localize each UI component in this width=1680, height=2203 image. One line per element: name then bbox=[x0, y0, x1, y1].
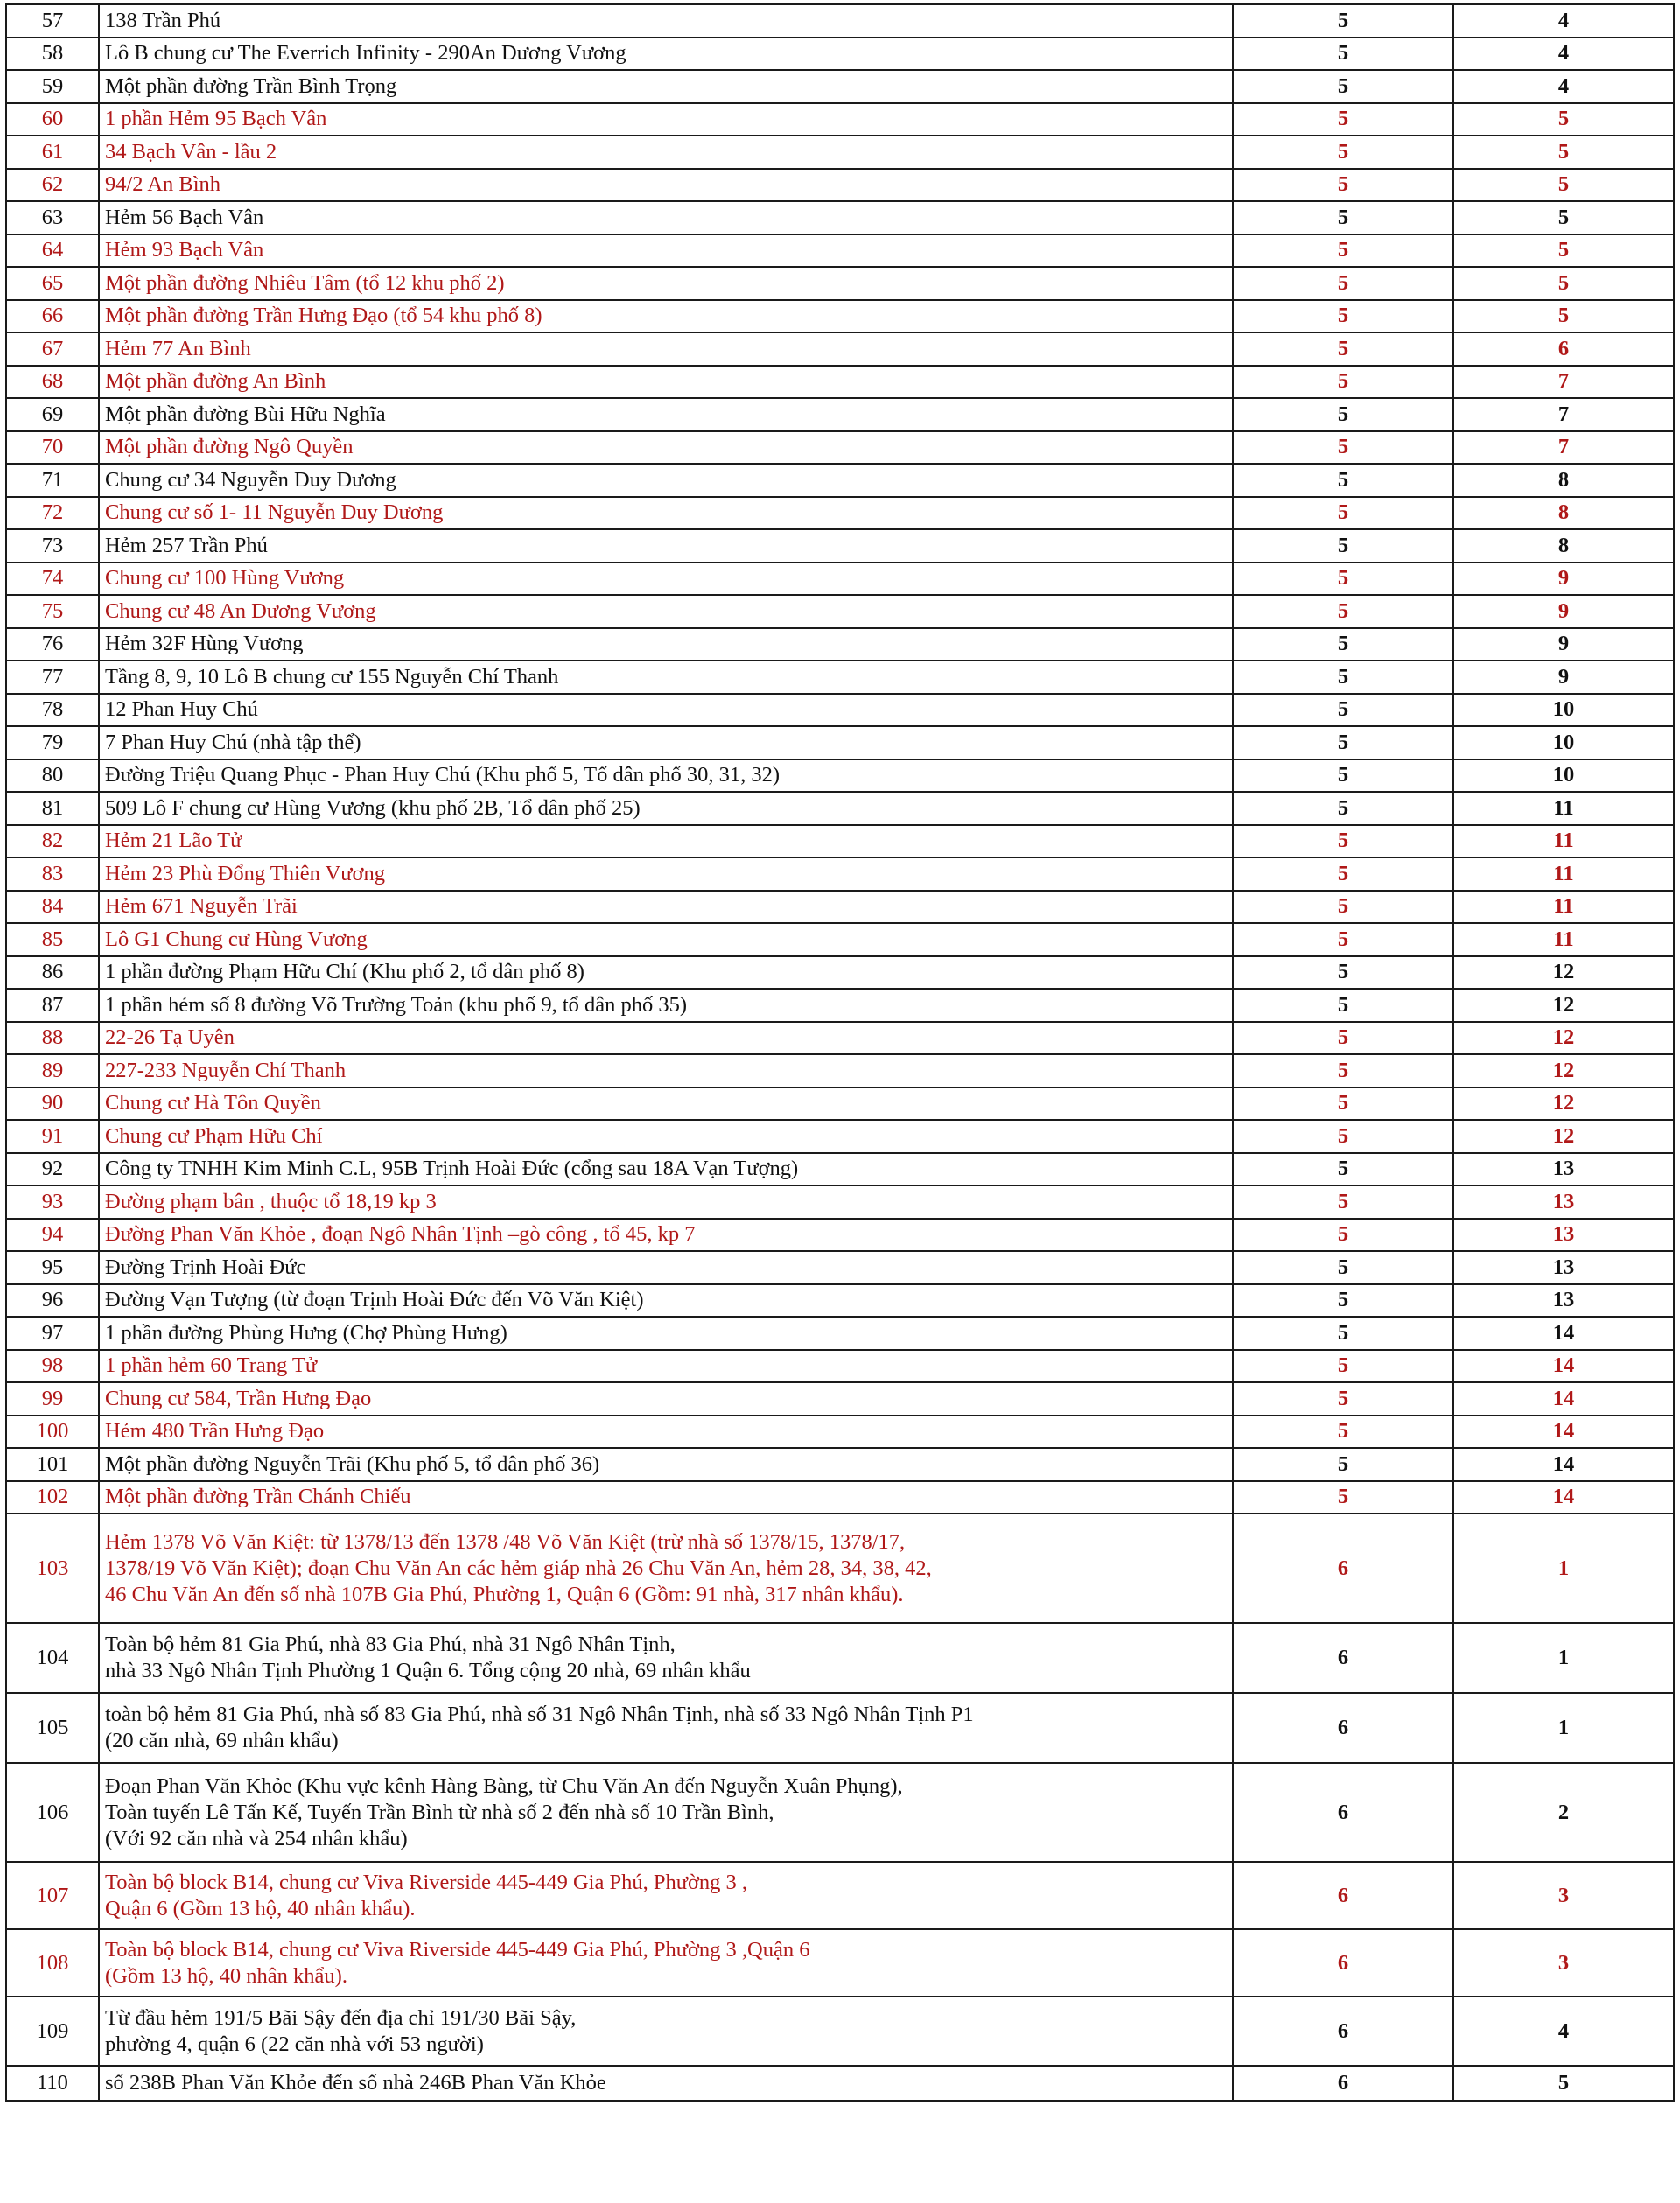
ward-cell: 5 bbox=[1453, 234, 1674, 268]
address-cell: Chung cư Phạm Hữu Chí bbox=[99, 1120, 1233, 1153]
district-cell: 5 bbox=[1233, 366, 1453, 399]
row-number: 109 bbox=[6, 1997, 99, 2066]
ward-cell: 4 bbox=[1453, 1997, 1674, 2066]
district-cell: 5 bbox=[1233, 759, 1453, 793]
table-row bbox=[6, 1862, 1674, 1929]
district-cell: 5 bbox=[1233, 792, 1453, 825]
ward-cell: 3 bbox=[1453, 1929, 1674, 1997]
district-cell: 5 bbox=[1233, 1284, 1453, 1318]
table-row bbox=[6, 366, 1674, 399]
row-number: 96 bbox=[6, 1284, 99, 1318]
district-cell: 6 bbox=[1233, 2066, 1453, 2101]
address-cell: Hẻm 77 An Bình bbox=[99, 332, 1233, 366]
address-cell: Công ty TNHH Kim Minh C.L, 95B Trịnh Hoài Đức (cổng sau 18A Vạn Tượng) bbox=[99, 1153, 1233, 1186]
table-row bbox=[6, 398, 1674, 431]
row-number: 57 bbox=[6, 4, 99, 38]
row-number: 83 bbox=[6, 857, 99, 891]
table-row bbox=[6, 1251, 1674, 1284]
ward-cell: 8 bbox=[1453, 497, 1674, 530]
table-row bbox=[6, 628, 1674, 661]
table-row bbox=[6, 1022, 1674, 1055]
table-row bbox=[6, 1416, 1674, 1449]
row-number: 74 bbox=[6, 563, 99, 596]
district-cell: 5 bbox=[1233, 1022, 1453, 1055]
ward-cell: 13 bbox=[1453, 1185, 1674, 1219]
row-number: 95 bbox=[6, 1251, 99, 1284]
address-cell: 22-26 Tạ Uyên bbox=[99, 1022, 1233, 1055]
address-cell: Một phần đường Nguyễn Trãi (Khu phố 5, tổ dân phố 36) bbox=[99, 1448, 1233, 1481]
ward-cell: 14 bbox=[1453, 1416, 1674, 1449]
district-cell: 5 bbox=[1233, 1219, 1453, 1252]
address-cell: Hẻm 257 Trần Phú bbox=[99, 529, 1233, 563]
ward-cell: 13 bbox=[1453, 1284, 1674, 1318]
address-cell: Một phần đường Trần Bình Trọng bbox=[99, 70, 1233, 103]
table-row bbox=[6, 1382, 1674, 1416]
district-cell: 5 bbox=[1233, 857, 1453, 891]
row-number: 69 bbox=[6, 398, 99, 431]
row-number: 73 bbox=[6, 529, 99, 563]
table-row bbox=[6, 267, 1674, 300]
district-cell: 5 bbox=[1233, 1448, 1453, 1481]
row-number: 104 bbox=[6, 1623, 99, 1693]
ward-cell: 7 bbox=[1453, 366, 1674, 399]
ward-cell: 12 bbox=[1453, 1022, 1674, 1055]
table-row bbox=[6, 759, 1674, 793]
ward-cell: 13 bbox=[1453, 1153, 1674, 1186]
address-cell: Đường Triệu Quang Phục - Phan Huy Chú (Khu phố 5, Tổ dân phố 30, 31, 32) bbox=[99, 759, 1233, 793]
ward-cell: 14 bbox=[1453, 1350, 1674, 1383]
address-cell: 7 Phan Huy Chú (nhà tập thể) bbox=[99, 726, 1233, 759]
table-row bbox=[6, 1219, 1674, 1252]
district-cell: 6 bbox=[1233, 1623, 1453, 1693]
ward-cell: 5 bbox=[1453, 2066, 1674, 2101]
row-number: 101 bbox=[6, 1448, 99, 1481]
district-cell: 5 bbox=[1233, 4, 1453, 38]
address-cell: Lô G1 Chung cư Hùng Vương bbox=[99, 923, 1233, 956]
row-number: 87 bbox=[6, 989, 99, 1022]
row-number: 62 bbox=[6, 169, 99, 202]
table-row bbox=[6, 891, 1674, 924]
district-cell: 5 bbox=[1233, 1120, 1453, 1153]
address-cell: 1 phần Hẻm 95 Bạch Vân bbox=[99, 103, 1233, 136]
address-cell: Đường Trịnh Hoài Đức bbox=[99, 1251, 1233, 1284]
table-row bbox=[6, 1350, 1674, 1383]
district-cell: 5 bbox=[1233, 563, 1453, 596]
district-cell: 5 bbox=[1233, 726, 1453, 759]
ward-cell: 1 bbox=[1453, 1623, 1674, 1693]
district-cell: 5 bbox=[1233, 956, 1453, 990]
district-cell: 5 bbox=[1233, 1088, 1453, 1121]
district-cell: 5 bbox=[1233, 694, 1453, 727]
table-row bbox=[6, 1929, 1674, 1997]
table-row bbox=[6, 136, 1674, 169]
row-number: 66 bbox=[6, 300, 99, 333]
address-cell: Toàn bộ hẻm 81 Gia Phú, nhà 83 Gia Phú, nhà 31 Ngô Nhân Tịnh, nhà 33 Ngô Nhân Tịnh Phường 1 Quận 6. Tổng cộng 20 nhà, 69 nhân khẩu bbox=[99, 1623, 1233, 1693]
address-cell: Tầng 8, 9, 10 Lô B chung cư 155 Nguyễn Chí Thanh bbox=[99, 661, 1233, 694]
ward-cell: 4 bbox=[1453, 70, 1674, 103]
address-cell: Hẻm 480 Trần Hưng Đạo bbox=[99, 1416, 1233, 1449]
ward-cell: 9 bbox=[1453, 563, 1674, 596]
row-number: 68 bbox=[6, 366, 99, 399]
ward-cell: 14 bbox=[1453, 1382, 1674, 1416]
row-number: 70 bbox=[6, 431, 99, 465]
row-number: 107 bbox=[6, 1862, 99, 1929]
ward-cell: 2 bbox=[1453, 1763, 1674, 1862]
table-row bbox=[6, 956, 1674, 990]
table-row bbox=[6, 1054, 1674, 1088]
row-number: 76 bbox=[6, 628, 99, 661]
district-cell: 5 bbox=[1233, 923, 1453, 956]
address-cell: Một phần đường Bùi Hữu Nghĩa bbox=[99, 398, 1233, 431]
row-number: 64 bbox=[6, 234, 99, 268]
district-cell: 5 bbox=[1233, 300, 1453, 333]
row-number: 93 bbox=[6, 1185, 99, 1219]
district-cell: 5 bbox=[1233, 891, 1453, 924]
district-cell: 5 bbox=[1233, 103, 1453, 136]
table-row bbox=[6, 1514, 1674, 1623]
table-row bbox=[6, 694, 1674, 727]
row-number: 100 bbox=[6, 1416, 99, 1449]
district-cell: 5 bbox=[1233, 1481, 1453, 1514]
address-cell: Chung cư 34 Nguyễn Duy Dương bbox=[99, 464, 1233, 497]
ward-cell: 8 bbox=[1453, 464, 1674, 497]
ward-cell: 5 bbox=[1453, 267, 1674, 300]
row-number: 86 bbox=[6, 956, 99, 990]
table-row bbox=[6, 1448, 1674, 1481]
row-number: 78 bbox=[6, 694, 99, 727]
district-cell: 5 bbox=[1233, 201, 1453, 234]
row-number: 108 bbox=[6, 1929, 99, 1997]
ward-cell: 9 bbox=[1453, 628, 1674, 661]
table-row bbox=[6, 563, 1674, 596]
ward-cell: 5 bbox=[1453, 103, 1674, 136]
district-cell: 5 bbox=[1233, 169, 1453, 202]
table-row bbox=[6, 431, 1674, 465]
row-number: 103 bbox=[6, 1514, 99, 1623]
district-cell: 5 bbox=[1233, 398, 1453, 431]
table-row bbox=[6, 234, 1674, 268]
district-cell: 6 bbox=[1233, 1763, 1453, 1862]
row-number: 58 bbox=[6, 38, 99, 71]
district-cell: 6 bbox=[1233, 1929, 1453, 1997]
address-cell: Chung cư Hà Tôn Quyền bbox=[99, 1088, 1233, 1121]
table-row bbox=[6, 529, 1674, 563]
ward-cell: 12 bbox=[1453, 1120, 1674, 1153]
ward-cell: 5 bbox=[1453, 136, 1674, 169]
district-cell: 5 bbox=[1233, 1054, 1453, 1088]
address-cell: 227-233 Nguyễn Chí Thanh bbox=[99, 1054, 1233, 1088]
table-row bbox=[6, 1623, 1674, 1693]
address-cell: Chung cư 584, Trần Hưng Đạo bbox=[99, 1382, 1233, 1416]
table-row bbox=[6, 726, 1674, 759]
address-cell: Hẻm 32F Hùng Vương bbox=[99, 628, 1233, 661]
table-row bbox=[6, 332, 1674, 366]
row-number: 88 bbox=[6, 1022, 99, 1055]
row-number: 79 bbox=[6, 726, 99, 759]
row-number: 65 bbox=[6, 267, 99, 300]
table-row bbox=[6, 1481, 1674, 1514]
ward-cell: 13 bbox=[1453, 1219, 1674, 1252]
row-number: 94 bbox=[6, 1219, 99, 1252]
row-number: 80 bbox=[6, 759, 99, 793]
ward-cell: 10 bbox=[1453, 694, 1674, 727]
address-cell: 138 Trần Phú bbox=[99, 4, 1233, 38]
address-cell: Toàn bộ block B14, chung cư Viva Riverside 445-449 Gia Phú, Phường 3 , Quận 6 (Gồm 13 hộ, 40 nhân khẩu). bbox=[99, 1862, 1233, 1929]
table-row bbox=[6, 1763, 1674, 1862]
district-cell: 5 bbox=[1233, 661, 1453, 694]
ward-cell: 7 bbox=[1453, 431, 1674, 465]
table-row bbox=[6, 1317, 1674, 1350]
address-cell: toàn bộ hẻm 81 Gia Phú, nhà số 83 Gia Phú, nhà số 31 Ngô Nhân Tịnh, nhà số 33 Ngô Nhân Tịnh P1 (20 căn nhà, 69 nhân khẩu) bbox=[99, 1693, 1233, 1763]
address-cell: Một phần đường An Bình bbox=[99, 366, 1233, 399]
ward-cell: 12 bbox=[1453, 1054, 1674, 1088]
row-number: 102 bbox=[6, 1481, 99, 1514]
row-number: 71 bbox=[6, 464, 99, 497]
district-cell: 5 bbox=[1233, 332, 1453, 366]
address-cell: Chung cư số 1- 11 Nguyễn Duy Dương bbox=[99, 497, 1233, 530]
address-cell: 1 phần hẻm 60 Trang Tử bbox=[99, 1350, 1233, 1383]
district-cell: 5 bbox=[1233, 234, 1453, 268]
address-cell: Một phần đường Nhiêu Tâm (tổ 12 khu phố 2) bbox=[99, 267, 1233, 300]
row-number: 84 bbox=[6, 891, 99, 924]
table-row bbox=[6, 595, 1674, 628]
table-row bbox=[6, 2066, 1674, 2101]
address-cell: 1 phần hẻm số 8 đường Võ Trường Toản (khu phố 9, tổ dân phố 35) bbox=[99, 989, 1233, 1022]
ward-cell: 13 bbox=[1453, 1251, 1674, 1284]
table-row bbox=[6, 857, 1674, 891]
ward-cell: 4 bbox=[1453, 38, 1674, 71]
table-row bbox=[6, 464, 1674, 497]
table-row bbox=[6, 103, 1674, 136]
ward-cell: 5 bbox=[1453, 201, 1674, 234]
row-number: 97 bbox=[6, 1317, 99, 1350]
ward-cell: 9 bbox=[1453, 661, 1674, 694]
ward-cell: 8 bbox=[1453, 529, 1674, 563]
district-cell: 5 bbox=[1233, 1382, 1453, 1416]
address-cell: Hẻm 56 Bạch Vân bbox=[99, 201, 1233, 234]
table-row bbox=[6, 1997, 1674, 2066]
ward-cell: 10 bbox=[1453, 759, 1674, 793]
address-cell: Chung cư 100 Hùng Vương bbox=[99, 563, 1233, 596]
district-cell: 5 bbox=[1233, 628, 1453, 661]
table-row bbox=[6, 989, 1674, 1022]
address-cell: 509 Lô F chung cư Hùng Vương (khu phố 2B, Tổ dân phố 25) bbox=[99, 792, 1233, 825]
row-number: 81 bbox=[6, 792, 99, 825]
district-cell: 5 bbox=[1233, 267, 1453, 300]
district-cell: 6 bbox=[1233, 1514, 1453, 1623]
table-row bbox=[6, 1120, 1674, 1153]
row-number: 59 bbox=[6, 70, 99, 103]
ward-cell: 12 bbox=[1453, 1088, 1674, 1121]
ward-cell: 12 bbox=[1453, 956, 1674, 990]
table-row bbox=[6, 1153, 1674, 1186]
row-number: 89 bbox=[6, 1054, 99, 1088]
row-number: 105 bbox=[6, 1693, 99, 1763]
ward-cell: 12 bbox=[1453, 989, 1674, 1022]
table-row bbox=[6, 201, 1674, 234]
ward-cell: 5 bbox=[1453, 300, 1674, 333]
address-cell: 12 Phan Huy Chú bbox=[99, 694, 1233, 727]
district-cell: 5 bbox=[1233, 1251, 1453, 1284]
district-cell: 5 bbox=[1233, 431, 1453, 465]
row-number: 91 bbox=[6, 1120, 99, 1153]
address-cell: Toàn bộ block B14, chung cư Viva Riverside 445-449 Gia Phú, Phường 3 ,Quận 6 (Gồm 13 hộ, 40 nhân khẩu). bbox=[99, 1929, 1233, 1997]
district-cell: 5 bbox=[1233, 497, 1453, 530]
ward-cell: 6 bbox=[1453, 332, 1674, 366]
district-cell: 5 bbox=[1233, 1416, 1453, 1449]
row-number: 61 bbox=[6, 136, 99, 169]
address-cell: Hẻm 23 Phù Đổng Thiên Vương bbox=[99, 857, 1233, 891]
table-row bbox=[6, 169, 1674, 202]
address-cell: Lô B chung cư The Everrich Infinity - 290An Dương Vương bbox=[99, 38, 1233, 71]
row-number: 67 bbox=[6, 332, 99, 366]
table-row bbox=[6, 661, 1674, 694]
table-row bbox=[6, 300, 1674, 333]
address-cell: Hẻm 21 Lão Tử bbox=[99, 825, 1233, 858]
table-row bbox=[6, 1693, 1674, 1763]
row-number: 99 bbox=[6, 1382, 99, 1416]
district-cell: 5 bbox=[1233, 825, 1453, 858]
address-cell: 34 Bạch Vân - lầu 2 bbox=[99, 136, 1233, 169]
row-number: 106 bbox=[6, 1763, 99, 1862]
district-cell: 5 bbox=[1233, 38, 1453, 71]
ward-cell: 14 bbox=[1453, 1317, 1674, 1350]
address-cell: 1 phần đường Phùng Hưng (Chợ Phùng Hưng) bbox=[99, 1317, 1233, 1350]
table-row bbox=[6, 792, 1674, 825]
table-row bbox=[6, 1088, 1674, 1121]
address-cell: 1 phần đường Phạm Hữu Chí (Khu phố 2, tổ dân phố 8) bbox=[99, 956, 1233, 990]
address-cell: Hẻm 93 Bạch Vân bbox=[99, 234, 1233, 268]
row-number: 110 bbox=[6, 2066, 99, 2101]
table-row bbox=[6, 1284, 1674, 1318]
address-cell: Một phần đường Trần Hưng Đạo (tổ 54 khu phố 8) bbox=[99, 300, 1233, 333]
ward-cell: 11 bbox=[1453, 792, 1674, 825]
table-row bbox=[6, 825, 1674, 858]
district-cell: 5 bbox=[1233, 464, 1453, 497]
district-cell: 5 bbox=[1233, 595, 1453, 628]
district-cell: 5 bbox=[1233, 70, 1453, 103]
ward-cell: 1 bbox=[1453, 1693, 1674, 1763]
ward-cell: 7 bbox=[1453, 398, 1674, 431]
address-cell: Đường Phan Văn Khỏe , đoạn Ngô Nhân Tịnh –gò công , tổ 45, kp 7 bbox=[99, 1219, 1233, 1252]
ward-cell: 9 bbox=[1453, 595, 1674, 628]
table-row bbox=[6, 497, 1674, 530]
address-cell: 94/2 An Bình bbox=[99, 169, 1233, 202]
table-row bbox=[6, 70, 1674, 103]
ward-cell: 10 bbox=[1453, 726, 1674, 759]
ward-cell: 11 bbox=[1453, 891, 1674, 924]
district-cell: 6 bbox=[1233, 1693, 1453, 1763]
address-cell: Đường phạm bân , thuộc tổ 18,19 kp 3 bbox=[99, 1185, 1233, 1219]
row-number: 72 bbox=[6, 497, 99, 530]
table-row bbox=[6, 923, 1674, 956]
district-cell: 5 bbox=[1233, 1317, 1453, 1350]
ward-cell: 14 bbox=[1453, 1481, 1674, 1514]
district-cell: 6 bbox=[1233, 1997, 1453, 2066]
district-cell: 5 bbox=[1233, 989, 1453, 1022]
address-cell: Một phần đường Ngô Quyền bbox=[99, 431, 1233, 465]
address-cell: Hẻm 671 Nguyễn Trãi bbox=[99, 891, 1233, 924]
ward-cell: 11 bbox=[1453, 825, 1674, 858]
district-cell: 5 bbox=[1233, 529, 1453, 563]
district-cell: 5 bbox=[1233, 136, 1453, 169]
address-cell: Hẻm 1378 Võ Văn Kiệt: từ 1378/13 đến 1378 /48 Võ Văn Kiệt (trừ nhà số 1378/15, 1378/17, 1378/19 Võ Văn Kiệt); đoạn Chu Văn An các hẻm giáp nhà 26 Chu Văn An, hẻm 28, 34, 38, 42, 46 Chu Văn An đến số nhà 107B Gia Phú, Phường 1, Quận 6 (Gồm: 91 nhà, 317 nhân khẩu). bbox=[99, 1514, 1233, 1623]
ward-cell: 11 bbox=[1453, 857, 1674, 891]
row-number: 85 bbox=[6, 923, 99, 956]
address-cell: Đoạn Phan Văn Khỏe (Khu vực kênh Hàng Bàng, từ Chu Văn An đến Nguyễn Xuân Phụng), Toàn tuyến Lê Tấn Kế, Tuyến Trần Bình từ nhà số 2 đến nhà số 10 Trần Bình, (Với 92 căn nhà và 254 nhân khẩu) bbox=[99, 1763, 1233, 1862]
district-cell: 6 bbox=[1233, 1862, 1453, 1929]
address-cell: số 238B Phan Văn Khỏe đến số nhà 246B Phan Văn Khỏe bbox=[99, 2066, 1233, 2101]
row-number: 90 bbox=[6, 1088, 99, 1121]
table-row bbox=[6, 38, 1674, 71]
ward-cell: 5 bbox=[1453, 169, 1674, 202]
row-number: 98 bbox=[6, 1350, 99, 1383]
ward-cell: 1 bbox=[1453, 1514, 1674, 1623]
row-number: 75 bbox=[6, 595, 99, 628]
ward-cell: 11 bbox=[1453, 923, 1674, 956]
district-cell: 5 bbox=[1233, 1185, 1453, 1219]
ward-cell: 4 bbox=[1453, 4, 1674, 38]
address-cell: Đường Vạn Tượng (từ đoạn Trịnh Hoài Đức đến Võ Văn Kiệt) bbox=[99, 1284, 1233, 1318]
ward-cell: 14 bbox=[1453, 1448, 1674, 1481]
row-number: 60 bbox=[6, 103, 99, 136]
district-cell: 5 bbox=[1233, 1350, 1453, 1383]
address-table bbox=[5, 3, 1675, 2102]
row-number: 82 bbox=[6, 825, 99, 858]
row-number: 63 bbox=[6, 201, 99, 234]
table-row bbox=[6, 1185, 1674, 1219]
district-cell: 5 bbox=[1233, 1153, 1453, 1186]
ward-cell: 3 bbox=[1453, 1862, 1674, 1929]
address-cell: Chung cư 48 An Dương Vương bbox=[99, 595, 1233, 628]
address-cell: Từ đầu hẻm 191/5 Bãi Sậy đến địa chỉ 191/30 Bãi Sậy, phường 4, quận 6 (22 căn nhà với 53 người) bbox=[99, 1997, 1233, 2066]
table-row bbox=[6, 4, 1674, 38]
row-number: 77 bbox=[6, 661, 99, 694]
table-body bbox=[6, 4, 1674, 2101]
address-cell: Một phần đường Trần Chánh Chiếu bbox=[99, 1481, 1233, 1514]
row-number: 92 bbox=[6, 1153, 99, 1186]
